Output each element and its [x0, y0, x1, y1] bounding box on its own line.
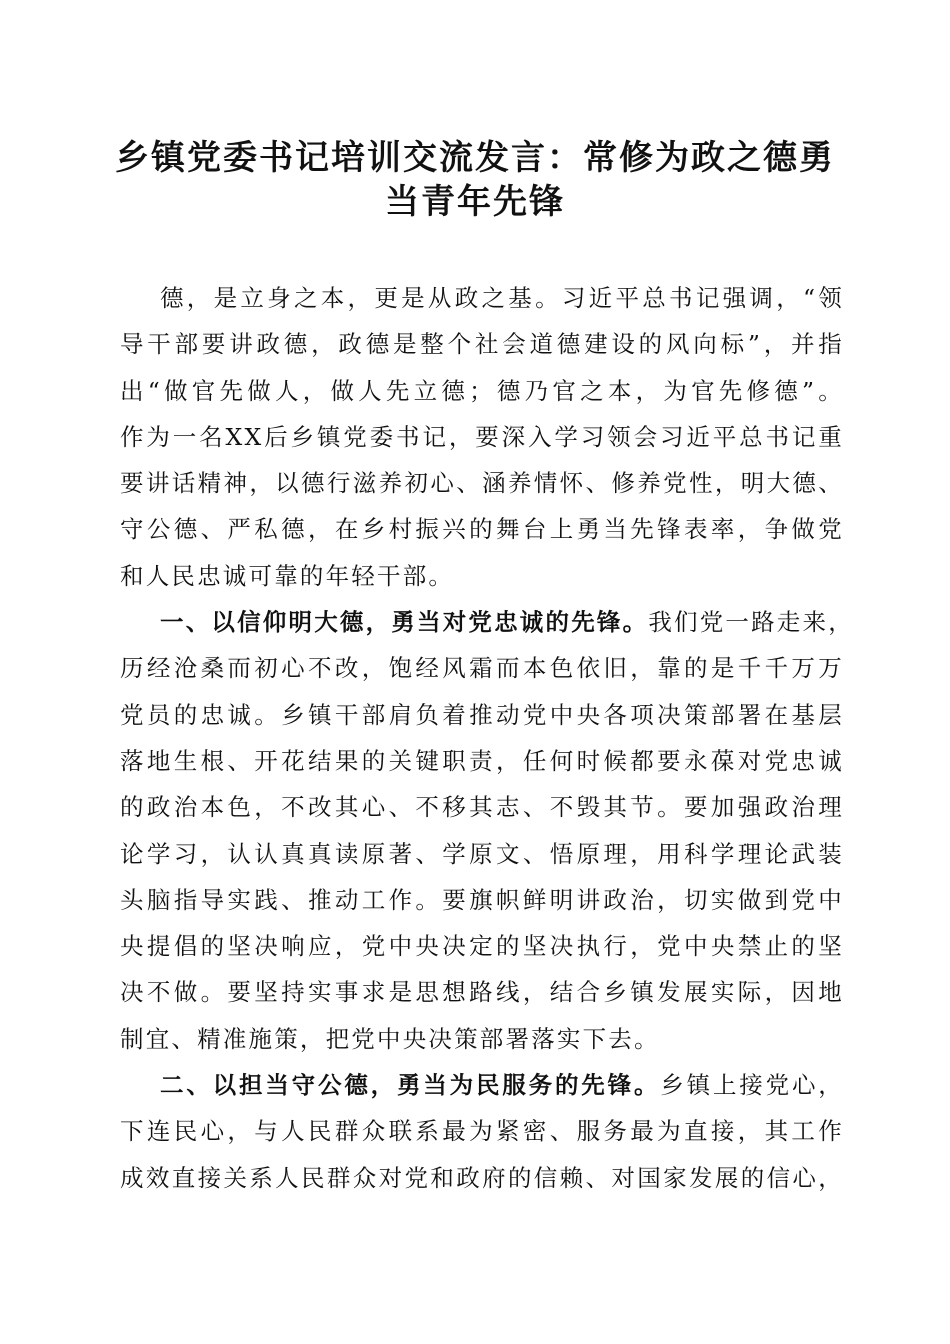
title-line: 乡镇党委书记培训交流发言：常修为政之德勇 — [115, 138, 835, 178]
body-line: 守公德、严私德，在乡村振兴的舞台上勇当先锋表率，争做党 — [120, 515, 844, 544]
body-line: 要讲话精神，以德行滋养初心、涵养情怀、修养党性，明大德、 — [120, 469, 844, 498]
body-line: 成效直接关系人民群众对党和政府的信赖、对国家发展的信心， — [120, 1163, 844, 1192]
body-line: 历经沧桑而初心不改，饱经风霜而本色依旧，靠的是千千万万 — [120, 654, 844, 683]
body-line: 出“做官先做人，做人先立德；德乃官之本，为官先修德”。 — [120, 376, 844, 405]
section-heading: 一、以信仰明大德，勇当对党忠诚的先锋。 — [160, 608, 649, 637]
body-line: 央提倡的坚决响应，党中央决定的坚决执行，党中央禁止的坚 — [120, 932, 844, 961]
body-line: 落地生根、开花结果的关键职责，任何时候都要永葆对党忠诚 — [120, 746, 844, 775]
section-heading-line — [120, 599, 854, 645]
body-line: 制宜、精准施策，把党中央决策部署落实下去。 — [120, 1024, 660, 1053]
body-line: 和人民忠诚可靠的年轻干部。 — [120, 561, 455, 590]
body-line: 论学习，认认真真读原著、学原文、悟原理，用科学理论武装 — [120, 839, 844, 868]
section-heading-line — [120, 1062, 844, 1108]
document-body — [120, 275, 854, 1201]
body-line: 下连民心，与人民群众联系最为紧密、服务最为直接，其工作 — [120, 1117, 844, 1146]
body-line: 的政治本色，不改其心、不移其志、不毁其节。要加强政治理 — [120, 793, 844, 822]
body-line: 作为一名XX后乡镇党委书记，要深入学习领会习近平总书记重 — [120, 422, 844, 451]
body-line: 党员的忠诚。乡镇干部肩负着推动党中央各项决策部署在基层 — [120, 700, 844, 729]
body-line: 导干部要讲政德，政德是整个社会道德建设的风向标”，并指 — [120, 330, 844, 359]
section-lead-text: 我们党一路走来， — [648, 608, 854, 637]
body-line: 头脑指导实践、推动工作。要旗帜鲜明讲政治，切实做到党中 — [120, 885, 844, 914]
section-heading: 二、以担当守公德，勇当为民服务的先锋。 — [160, 1071, 661, 1100]
body-line: 德，是立身之本，更是从政之基。习近平总书记强调，“领 — [160, 284, 844, 312]
body-line: 决不做。要坚持实事求是思想路线，结合乡镇发展实际，因地 — [120, 978, 844, 1007]
section-lead-text: 乡镇上接党心， — [660, 1071, 844, 1100]
document-title — [100, 136, 850, 224]
title-line: 当青年先锋 — [385, 182, 565, 222]
